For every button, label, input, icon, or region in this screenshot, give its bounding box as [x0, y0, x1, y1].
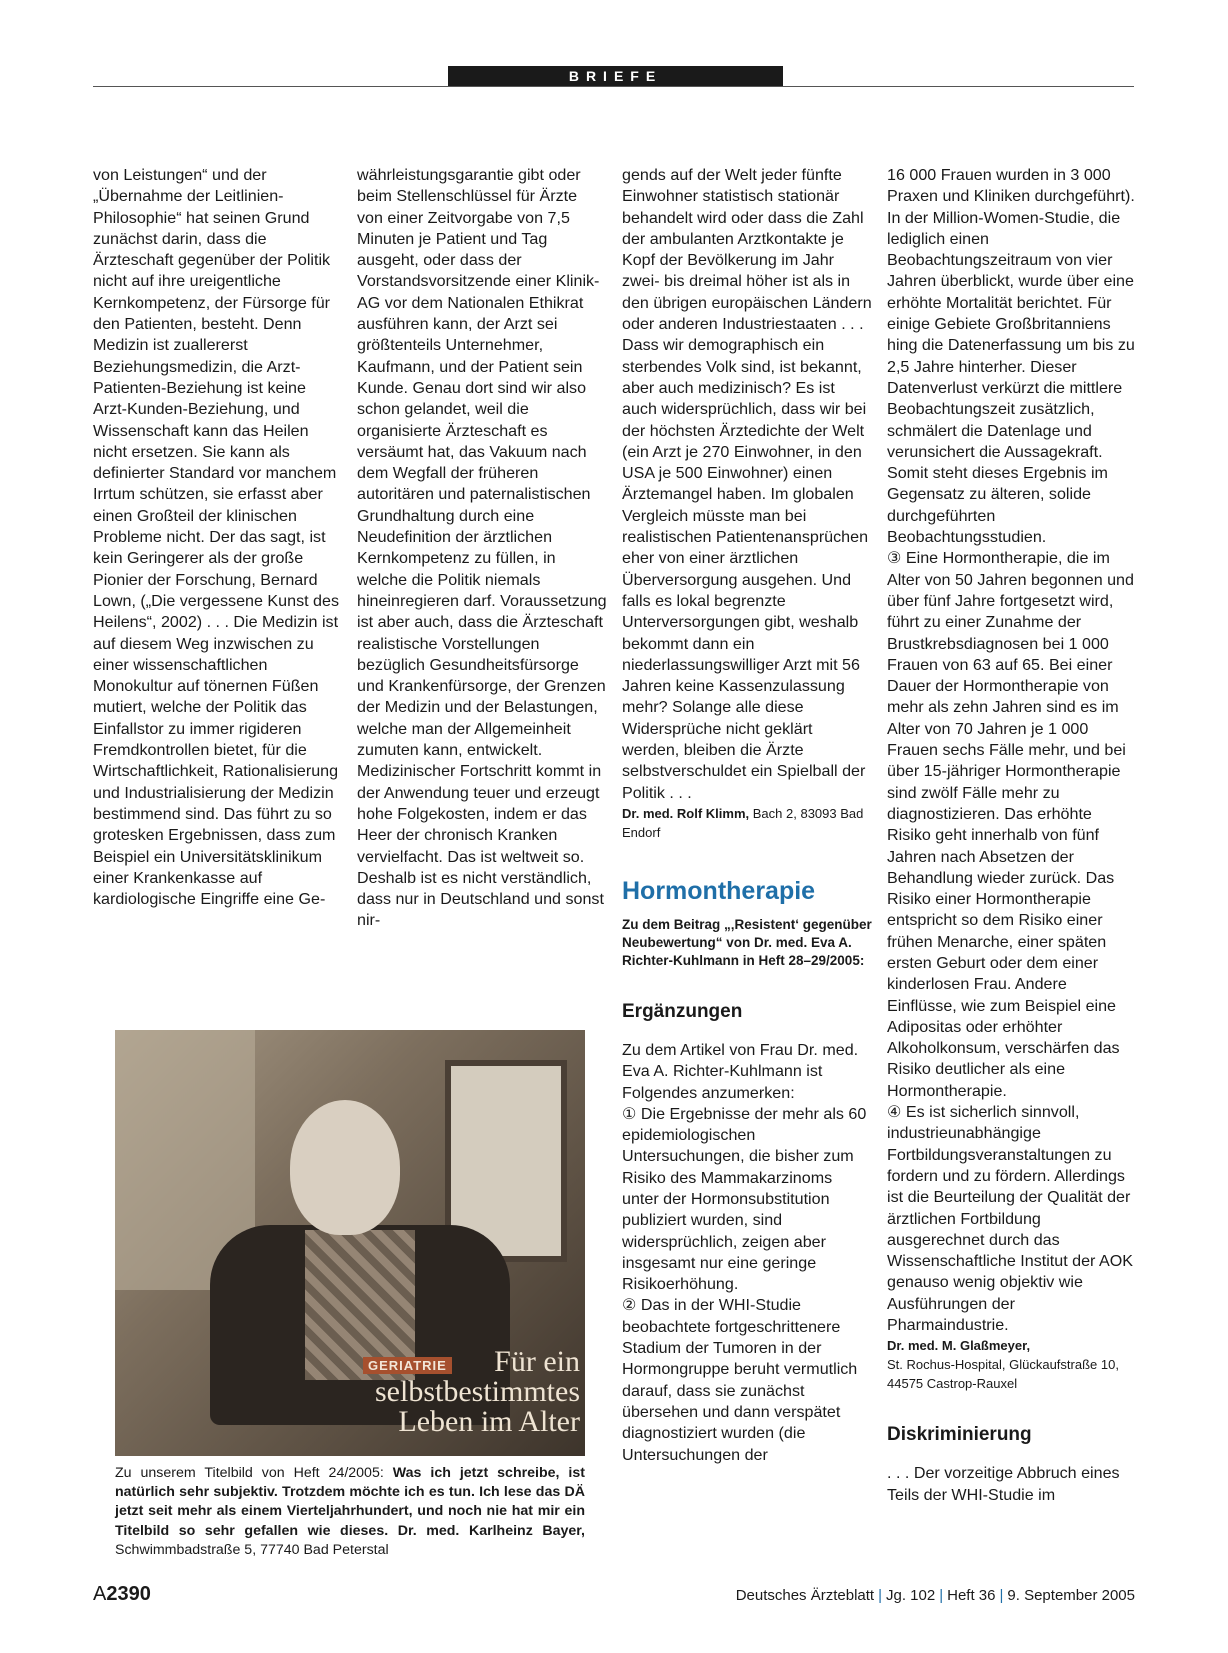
letter-signature	[622, 804, 872, 842]
photo-tag: GERIATRIE	[363, 1357, 452, 1374]
letter-point-4: ④ Es ist sicherlich sinnvoll, industrieunabhängige Fortbildungsveranstaltungen zu fordern und zu fördern. Allerdings ist die Beurteilung der Qualität der ärztlichen Fortbildung ausgerechnet durch das Wissenschaftliche Institut der AOK genauso wenig objektiv wie Ausführungen der Pharmaindustrie.	[887, 1103, 1133, 1335]
letter-point-2: ② Das in der WHI-Studie beobachtete fortgeschrittenere Stadium der Tumoren in der Hormongruppe beruht vermutlich darauf, dass sie zunächst übersehen und dann verspätet diagnostiziert wurden (die Untersuchungen der	[622, 1296, 858, 1464]
signature-address: Bach 2, 83093 Bad Endorf	[622, 805, 864, 840]
issue-date: 9. September 2005	[1007, 1587, 1135, 1604]
column-4-text: 16 000 Frauen wurden in 3 000 Praxen und Kliniken durchgeführt). In der Million-Women-Studie, die lediglich einen Beobachtungszeitraum von vier Jahren überblickt, wurde über eine erhöhte Mortalität berichtet. Für einige Gebiete Großbritanniens hing die Datenerfassung um bis zu 2,5 Jahre hinterher. Dieser Datenverlust verkürzt die mittlere Beobachtungszeit zusätzlich, schmälert die Datenlage und verunsichert die Aussagekraft. Somit steht dieses Ergebnis im Gegensatz zu älteren, solide durchgeführten Beobachtungsstudien.	[887, 166, 1135, 547]
letter-point-1: ① Die Ergebnisse der mehr als 60 epidemiologischen Untersuchungen, die bisher zum Risiko des Mammakarzinoms unter der Hormonsubstitution publiziert wurden, sind widersprüchlich, zeigen aber insgesamt nur eine geringe Risikoerhöhung.	[622, 1104, 867, 1294]
column-1-text: von Leistungen“ und der „Übernahme der Leitlinien-Philosophie“ hat seinen Grund zunächst darin, dass die Ärzteschaft gegenüber der Politik nicht auf ihre ureigentliche Kernkompetenz, der Fürsorge für den Patienten, besteht. Denn Medizin ist zuallererst Beziehungsmedizin, die Arzt-Patienten-Beziehung ist keine Arzt-Kunden-Beziehung, und Wissenschaft kann das Heilen nicht ersetzen. Sie kann als definierter Standard vor manchem Irrtum schützen, sie erfasst aber einen Großteil der klinischen Probleme nicht. Der das sagt, ist kein Geringerer als der große Pionier der Forschung, Bernard Lown, („Die vergessene Kunst des Heilens“, 2002) . . . Die Medizin ist auf diesem Weg inzwischen zu einer wissenschaftlichen Monokultur auf tönernen Füßen mutiert, welche der Politik das Einfallstor zu immer rigideren Fremdkontrollen bietet, für die Wirtschaftlichkeit, Rationalisierung und Industrialisierung der Medizin bestimmend sind. Das führt zu so grotesken Ergebnissen, dass zum Beispiel ein Universitätsklinikum einer Krankenkasse auf kardiologische Eingriffe eine Ge-	[93, 166, 340, 909]
column-2-text: währleistungsgarantie gibt oder beim Stellenschlüssel für Ärzte von einer Zeitvorgabe von 7,5 Minuten je Patient und Tag ausgeht, oder dass der Vorstandsvorsitzende einer Klinik-AG vor dem Nationalen Ethikrat ausführen kann, der Arzt sei größtenteils Unternehmer, Kaufmann, und der Patient sein Kunde. Genau dort sind wir also schon gelandet, weil die organisierte Ärzteschaft es versäumt hat, das Vakuum nach dem Wegfall der früheren autoritären und paternalistischen Grundhaltung durch eine Neudefinition der ärztlichen Kernkompetenz zu füllen, in welche die Politik niemals hineinregieren darf. Voraussetzung ist aber auch, dass die Ärzteschaft realistische Vorstellungen bezüglich Gesundheitsfürsorge und Krankenfürsorge, der Grenzen der Medizin und der Belastungen, welche man der Allgemeinheit zumuten kann, entwickelt. Medizinischer Fortschritt kommt in der Anwendung teuer und erzeugt hohe Folgekosten, indem er das Heer der chronisch Kranken vervielfacht. Das ist weltweit so. Deshalb ist es nicht verständlich, dass nur in Deutschland und sonst nir-	[357, 166, 607, 930]
signature-name: Dr. med. M. Glaßmeyer,	[887, 1338, 1031, 1354]
caption-signature-name: Dr. med. Karlheinz Bayer,	[397, 1522, 585, 1539]
letter-intro: Zu dem Artikel von Frau Dr. med. Eva A. Richter-Kuhlmann ist Folgendes anzumerken:	[622, 1040, 859, 1102]
section-title: Hormontherapie	[622, 876, 816, 905]
column-3	[622, 165, 872, 1466]
volume: Jg. 102	[886, 1587, 936, 1604]
section-label: BRIEFE	[448, 66, 783, 86]
cover-photo	[115, 1030, 585, 1456]
letter-text: . . . Der vorzeitige Abbruch eines Teils der WHI-Studie im	[887, 1464, 1120, 1504]
issue: Heft 36	[947, 1587, 996, 1604]
person-head	[290, 1100, 400, 1235]
page-number: A2390	[93, 1583, 151, 1605]
journal-footer: Deutsches Ärzteblatt | Jg. 102 | Heft 36 | 9. September 2005	[735, 1587, 1135, 1604]
signature-address: St. Rochus-Hospital, Glückaufstraße 10, 44575 Castrop-Rauxel	[887, 1357, 1119, 1392]
column-4	[887, 165, 1137, 1506]
caption-lead: Zu unserem Titelbild von Heft 24/2005:	[115, 1465, 384, 1481]
column-3-text: gends auf der Welt jeder fünfte Einwohner statistisch stationär behandelt wird oder dass die Zahl der ambulanten Arztkontakte je Kopf der Bevölkerung im Jahr zwei- bis dreimal höher ist als in den übrigen europäischen Ländern oder anderen Industriestaaten . . . Dass wir demographisch ein sterbendes Volk sind, ist bekannt, aber auch medizinisch? Es ist auch widersprüchlich, dass wir bei der höchsten Ärztedichte der Welt (ein Arzt je 270 Einwohner, in den USA je 500 Einwohner) einen Ärztemangel haben. Im globalen Vergleich müsste man bei realistischen Patientenansprüchen eher von einer ärztlichen Überversorgung ausgehen. Und falls es lokal begrenzte Unterversorgungen gibt, weshalb bekommt dann ein niederlassungswilliger Arzt mit 56 Jahren keine Kassenzulassung mehr? Solange alle diese Widersprüche nicht geklärt werden, bleiben die Ärzte selbstverschuldet ein Spielball der Politik . . .	[622, 166, 872, 802]
caption-bold: Was ich jetzt schreibe, ist natürlich sehr subjektiv. Trotzdem möchte ich es tun. Ich lese das DÄ jetzt seit mehr als einem Vierteljahrhundert, und noch nie hat mir ein Titelbild so sehr gefallen wie dieses.	[115, 1465, 585, 1539]
journal-name: Deutsches Ärzteblatt	[735, 1587, 875, 1604]
header-rule	[93, 86, 1134, 87]
photo-title: Für ein selbstbestimmtes Leben im Alter	[375, 1345, 580, 1438]
letter-signature	[887, 1336, 1137, 1393]
column-1	[93, 165, 343, 910]
letter-heading: Diskriminierung	[887, 1424, 1032, 1446]
photo-caption	[115, 1464, 585, 1560]
letter-point-3: ③ Eine Hormontherapie, die im Alter von 50 Jahren begonnen und über fünf Jahre fortgesetzt wird, führt zu einer Zunahme der Brustkrebsdiagnosen bei 1 000 Frauen von 63 auf 65. Bei einer Dauer der Hormontherapie von mehr als zehn Jahren sind es im Alter von 70 Jahren je 1 000 Frauen sechs Fälle mehr, und bei über 15-jähriger Hormontherapie sind zwölf Fälle mehr zu diagnostizieren. Das erhöhte Risiko geht innerhalb von fünf Jahren nach Absetzen der Behandlung wieder zurück. Das Risiko einer Hormontherapie entspricht so dem Risiko einer frühen Menarche, einer späten ersten Geburt oder dem einer kinderlosen Frau. Andere Einflüsse, wie zum Beispiel eine Adipositas oder erhöhter Alkoholkonsum, verschärfen das Risiko deutlicher als eine Hormontherapie.	[887, 549, 1134, 1100]
letter-heading: Ergänzungen	[622, 1000, 743, 1022]
article-reference: Zu dem Beitrag „‚Resistent‘ gegenüber Neubewertung“ von Dr. med. Eva A. Richter-Kuhlmann in Heft 28–29/2005:	[622, 916, 872, 968]
signature-name: Dr. med. Rolf Klimm,	[622, 805, 750, 821]
column-2	[357, 165, 607, 932]
caption-signature-address: Schwimmbadstraße 5, 77740 Bad Peterstal	[115, 1541, 389, 1558]
